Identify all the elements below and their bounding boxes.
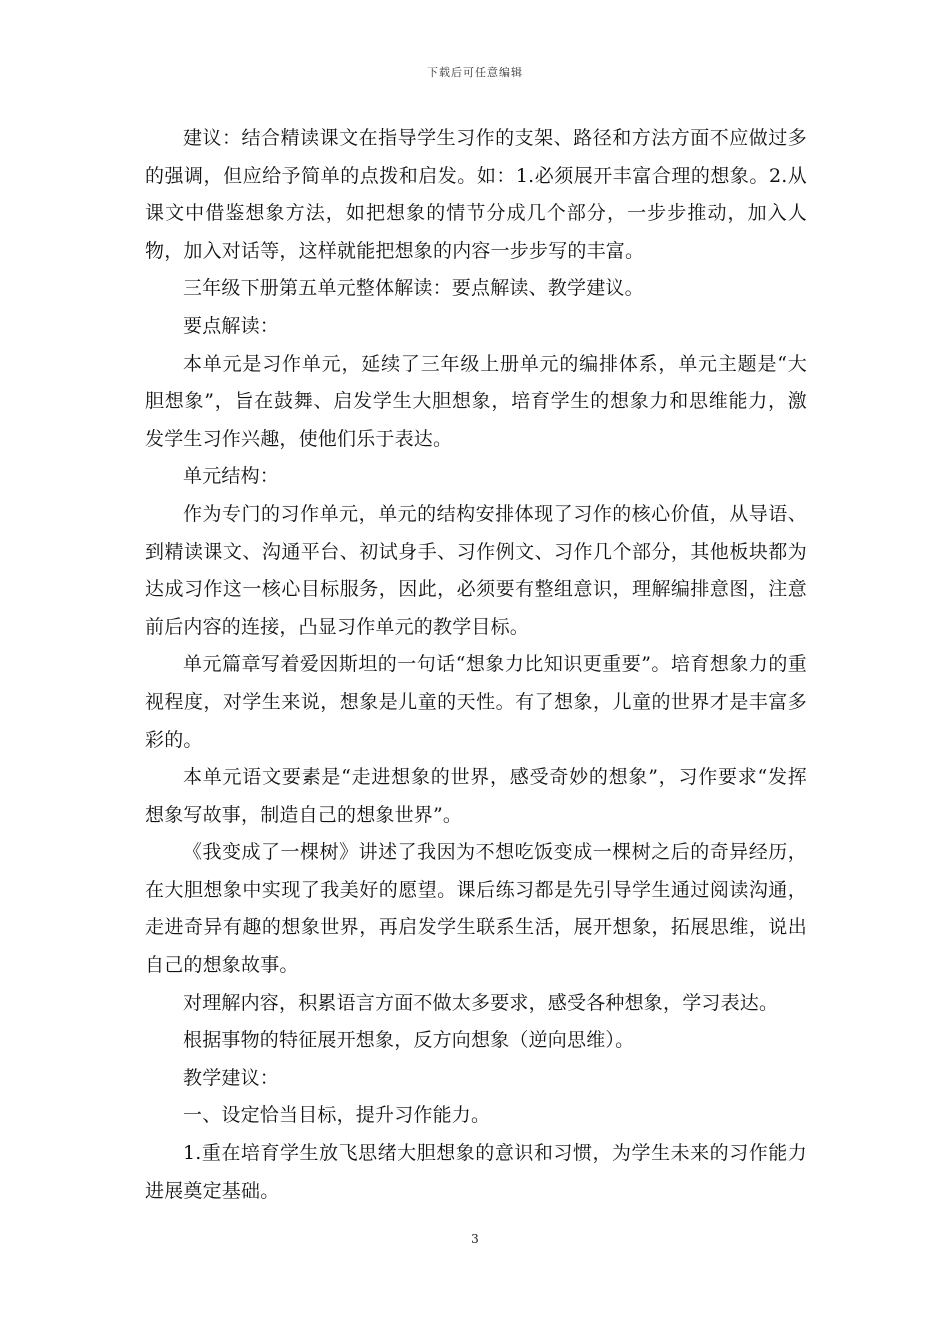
paragraph-language-elements: 本单元语文要素是“走进想象的世界，感受奇妙的想象”，习作要求“发挥想象写故事，制造自己的想象世界”。 [145,766,807,826]
paragraph-lesson-tree: 《我变成了一棵树》讲述了我因为不想吃饭变成一棵树之后的奇异经历，在大胆想象中实现了我美好的愿望。课后练习都是先引导学生通过阅读沟通，走进奇异有趣的想象世界，再启发学生联系生活，展开想象，拓展思维，说出自己的想象故事。 [145,841,807,977]
paragraph-reverse-thinking: 根据事物的特征展开想象，反方向想象（逆向思维）。 [183,1029,635,1052]
paragraph-unit-overview-title: 三年级下册第五单元整体解读：要点解读、教学建议。 [183,277,644,300]
paragraph-key-points-heading: 要点解读： [183,314,280,337]
paragraph-teaching-suggestions-heading: 教学建议： [183,1066,280,1089]
paragraph-comprehension: 对理解内容，积累语言方面不做太多要求，感受各种想象，学习表达。 [183,991,779,1014]
paragraph-einstein-quote: 单元篇章写着爱因斯坦的一句话“想象力比知识更重要”。培育想象力的重视程度，对学生来说，想象是儿童的天性。有了想象，儿童的世界才是丰富多彩的。 [145,653,807,751]
paragraph-unit-theme: 本单元是习作单元，延续了三年级上册单元的编排体系，单元主题是“大胆想象”，旨在鼓舞、启发学生大胆想象，培育学生的想象力和思维能力，激发学生习作兴趣，使他们乐于表达。 [145,352,807,450]
page-header: 下载后可任意编辑 [427,66,523,79]
paragraph-unit-structure: 作为专门的习作单元，单元的结构安排体现了习作的核心价值，从导语、到精读课文、沟通平台、初试身手、习作例文、习作几个部分，其他板块都为达成习作这一核心目标服务，因此，必须要有整组意识，理解编排意图，注意前后内容的连接，凸显习作单元的教学目标。 [145,502,807,638]
paragraph-goal-one: 一、设定恰当目标，提升习作能力。 [183,1104,491,1127]
paragraph-unit-structure-heading: 单元结构： [183,465,280,488]
paragraph-goal-one-point-one: 1.重在培育学生放飞思绪大胆想象的意识和习惯，为学生未来的习作能力进展奠定基础。 [145,1142,807,1202]
page-number: 3 [471,1232,479,1246]
paragraph-suggestion: 建议：结合精读课文在指导学生习作的支架、路径和方法方面不应做过多的强调，但应给予简单的点拨和启发。如：1.必须展开丰富合理的想象。2.从课文中借鉴想象方法，如把想象的情节分成几个部分，一步步推动，加入人物，加入对话等，这样就能把想象的内容一步步写的丰富。 [145,127,807,262]
document-body [145,120,807,1210]
